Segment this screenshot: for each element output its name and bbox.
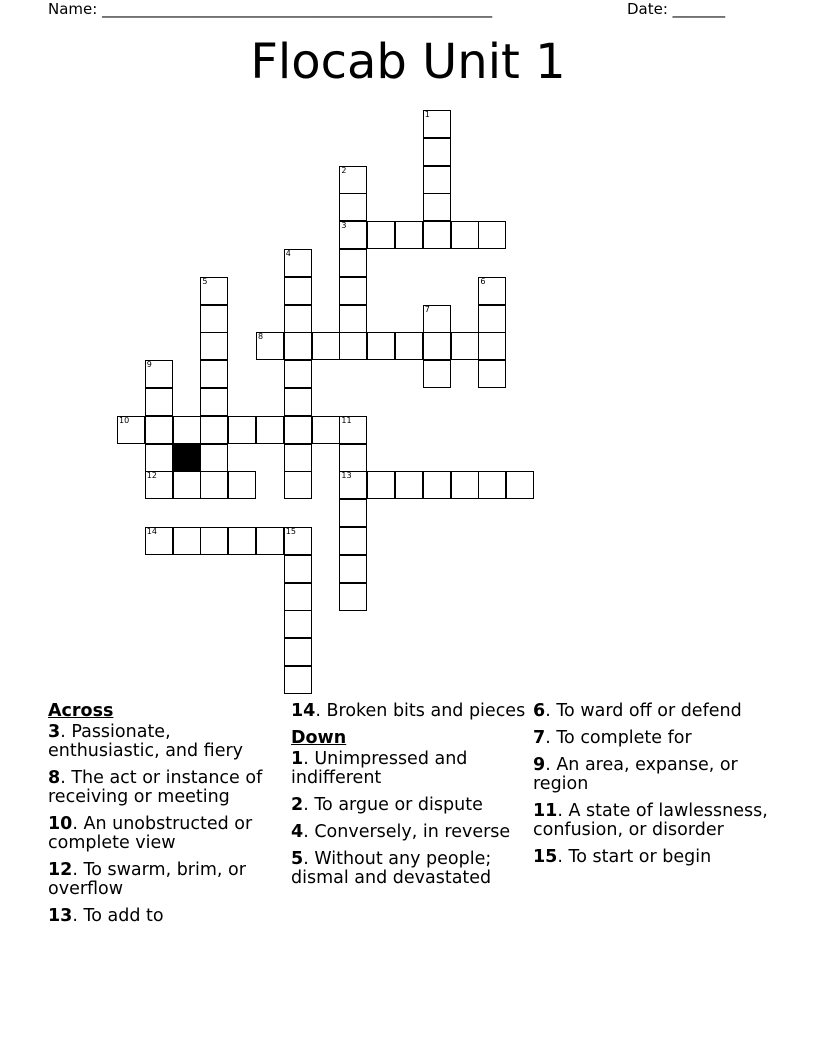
grid-cell[interactable] xyxy=(423,193,451,221)
grid-cell[interactable] xyxy=(339,332,367,360)
grid-cell[interactable] xyxy=(200,471,228,499)
down-heading: Down xyxy=(291,728,347,748)
clue-across-14: 14. Broken bits and pieces xyxy=(291,701,526,721)
grid-cell[interactable] xyxy=(284,444,312,472)
clue-across-10: 10. An unobstructed or complete view xyxy=(48,814,253,853)
grid-cell[interactable] xyxy=(145,444,173,472)
grid-cell[interactable] xyxy=(339,221,367,249)
grid-cell[interactable] xyxy=(256,527,284,555)
grid-cell[interactable] xyxy=(423,471,451,499)
grid-cell[interactable] xyxy=(339,444,367,472)
clue-down-9: 9. An area, expanse, or region xyxy=(533,755,738,794)
grid-cell[interactable] xyxy=(339,416,367,444)
clue-down-5: 5. Without any people; dismal and devastated xyxy=(291,849,492,888)
clue-number: 1 xyxy=(424,110,430,119)
clue-across-13: 13. To add to xyxy=(48,906,164,926)
clue-column-3 xyxy=(533,702,768,875)
clue-down-1: 1. Unimpressed and indifferent xyxy=(291,749,468,788)
clue-across-12: 12. To swarm, brim, or overflow xyxy=(48,860,246,899)
grid-cell[interactable] xyxy=(228,471,256,499)
clue-number: 3 xyxy=(341,221,347,231)
clue-down-11: 11. A state of lawlessness, confusion, or disorder xyxy=(533,801,768,840)
clue-across-8: 8. The act or instance of receiving or meeting xyxy=(48,768,263,807)
grid-cell[interactable] xyxy=(284,555,312,583)
clue-across-3: 3. Passionate, enthusiastic, and fiery xyxy=(48,722,244,761)
grid-cell[interactable] xyxy=(423,221,451,249)
clue-number: 10 xyxy=(119,415,130,425)
clue-number: 12 xyxy=(146,471,157,481)
clue-number: 14 xyxy=(146,527,157,536)
grid-cell[interactable] xyxy=(312,332,340,360)
grid-cell[interactable] xyxy=(256,332,284,360)
grid-cell[interactable] xyxy=(284,471,312,499)
grid-cell[interactable] xyxy=(339,583,367,611)
grid-cell[interactable] xyxy=(339,277,367,305)
grid-cell[interactable] xyxy=(284,277,312,305)
grid-cell[interactable] xyxy=(145,471,173,499)
grid-cell[interactable] xyxy=(228,416,256,444)
grid-cell[interactable] xyxy=(284,527,312,555)
clue-number: 5 xyxy=(202,276,208,286)
grid-cell[interactable] xyxy=(228,527,256,555)
grid-cell[interactable] xyxy=(312,416,340,444)
grid-cell[interactable] xyxy=(200,332,228,360)
grid-cell[interactable] xyxy=(284,610,312,638)
clue-down-15: 15. To start or begin xyxy=(533,847,712,867)
grid-cell[interactable] xyxy=(200,360,228,388)
grid-cell[interactable] xyxy=(200,444,228,472)
grid-cell[interactable] xyxy=(339,527,367,555)
clue-number: 4 xyxy=(285,249,291,258)
name-field[interactable]: Name: ____________________________________________________ xyxy=(48,0,493,18)
grid-cell[interactable] xyxy=(284,332,312,360)
clue-number: 6 xyxy=(480,276,486,286)
grid-cell[interactable] xyxy=(423,138,451,166)
grid-cell[interactable] xyxy=(395,471,423,499)
grid-cell[interactable] xyxy=(367,221,395,249)
across-heading: Across xyxy=(48,701,114,721)
clue-number: 11 xyxy=(341,415,352,425)
grid-cell[interactable] xyxy=(423,332,451,360)
clue-down-7: 7. To complete for xyxy=(533,728,692,748)
grid-cell[interactable] xyxy=(478,277,506,305)
grid-cell[interactable] xyxy=(478,221,506,249)
grid-cell[interactable] xyxy=(284,305,312,333)
clue-down-6: 6. To ward off or defend xyxy=(533,701,742,721)
grid-cell[interactable] xyxy=(367,332,395,360)
grid-cell[interactable] xyxy=(200,416,228,444)
grid-cell[interactable] xyxy=(339,555,367,583)
grid-cell[interactable] xyxy=(173,416,201,444)
clue-number: 13 xyxy=(341,471,352,481)
grid-cell[interactable] xyxy=(423,360,451,388)
grid-cell[interactable] xyxy=(117,416,145,444)
grid-cell[interactable] xyxy=(284,360,312,388)
date-field[interactable]: Date: _______ xyxy=(627,0,726,18)
grid-cell[interactable] xyxy=(284,416,312,444)
grid-cell[interactable] xyxy=(173,527,201,555)
grid-cell[interactable] xyxy=(284,249,312,277)
clue-number: 8 xyxy=(258,332,264,342)
clue-number: 7 xyxy=(424,304,430,314)
grid-cell[interactable] xyxy=(284,666,312,694)
black-square xyxy=(173,444,201,472)
grid-cell[interactable] xyxy=(339,305,367,333)
clue-number: 9 xyxy=(146,360,152,370)
grid-cell[interactable] xyxy=(451,332,479,360)
clue-down-4: 4. Conversely, in reverse xyxy=(291,822,511,842)
grid-cell[interactable] xyxy=(478,305,506,333)
grid-cell[interactable] xyxy=(200,527,228,555)
grid-cell[interactable] xyxy=(145,360,173,388)
grid-cell[interactable] xyxy=(284,638,312,666)
clue-down-2: 2. To argue or dispute xyxy=(291,795,483,815)
grid-cell[interactable] xyxy=(173,471,201,499)
grid-cell[interactable] xyxy=(367,471,395,499)
grid-cell[interactable] xyxy=(423,166,451,194)
grid-cell[interactable] xyxy=(395,221,423,249)
grid-cell[interactable] xyxy=(395,332,423,360)
grid-cell[interactable] xyxy=(284,583,312,611)
clue-number: 2 xyxy=(341,165,347,175)
grid-cell[interactable] xyxy=(478,471,506,499)
grid-cell[interactable] xyxy=(339,471,367,499)
grid-cell[interactable] xyxy=(145,416,173,444)
grid-cell[interactable] xyxy=(339,249,367,277)
grid-cell[interactable] xyxy=(451,221,479,249)
grid-cell[interactable] xyxy=(256,416,284,444)
puzzle-title: Flocab Unit 1 xyxy=(250,34,566,90)
grid-cell[interactable] xyxy=(451,471,479,499)
grid-cell[interactable] xyxy=(339,166,367,194)
grid-cell[interactable] xyxy=(478,332,506,360)
grid-cell[interactable] xyxy=(339,499,367,527)
grid-cell[interactable] xyxy=(145,527,173,555)
clue-column-1 xyxy=(48,702,283,934)
clue-column-2 xyxy=(291,702,526,896)
grid-cell[interactable] xyxy=(506,471,534,499)
grid-cell[interactable] xyxy=(339,193,367,221)
grid-cell[interactable] xyxy=(145,388,173,416)
grid-cell[interactable] xyxy=(200,388,228,416)
grid-cell[interactable] xyxy=(284,388,312,416)
grid-cell[interactable] xyxy=(478,360,506,388)
grid-cell[interactable] xyxy=(200,277,228,305)
clue-number: 15 xyxy=(285,527,296,536)
grid-cell[interactable] xyxy=(423,305,451,333)
grid-cell[interactable] xyxy=(200,305,228,333)
grid-cell[interactable] xyxy=(423,110,451,138)
